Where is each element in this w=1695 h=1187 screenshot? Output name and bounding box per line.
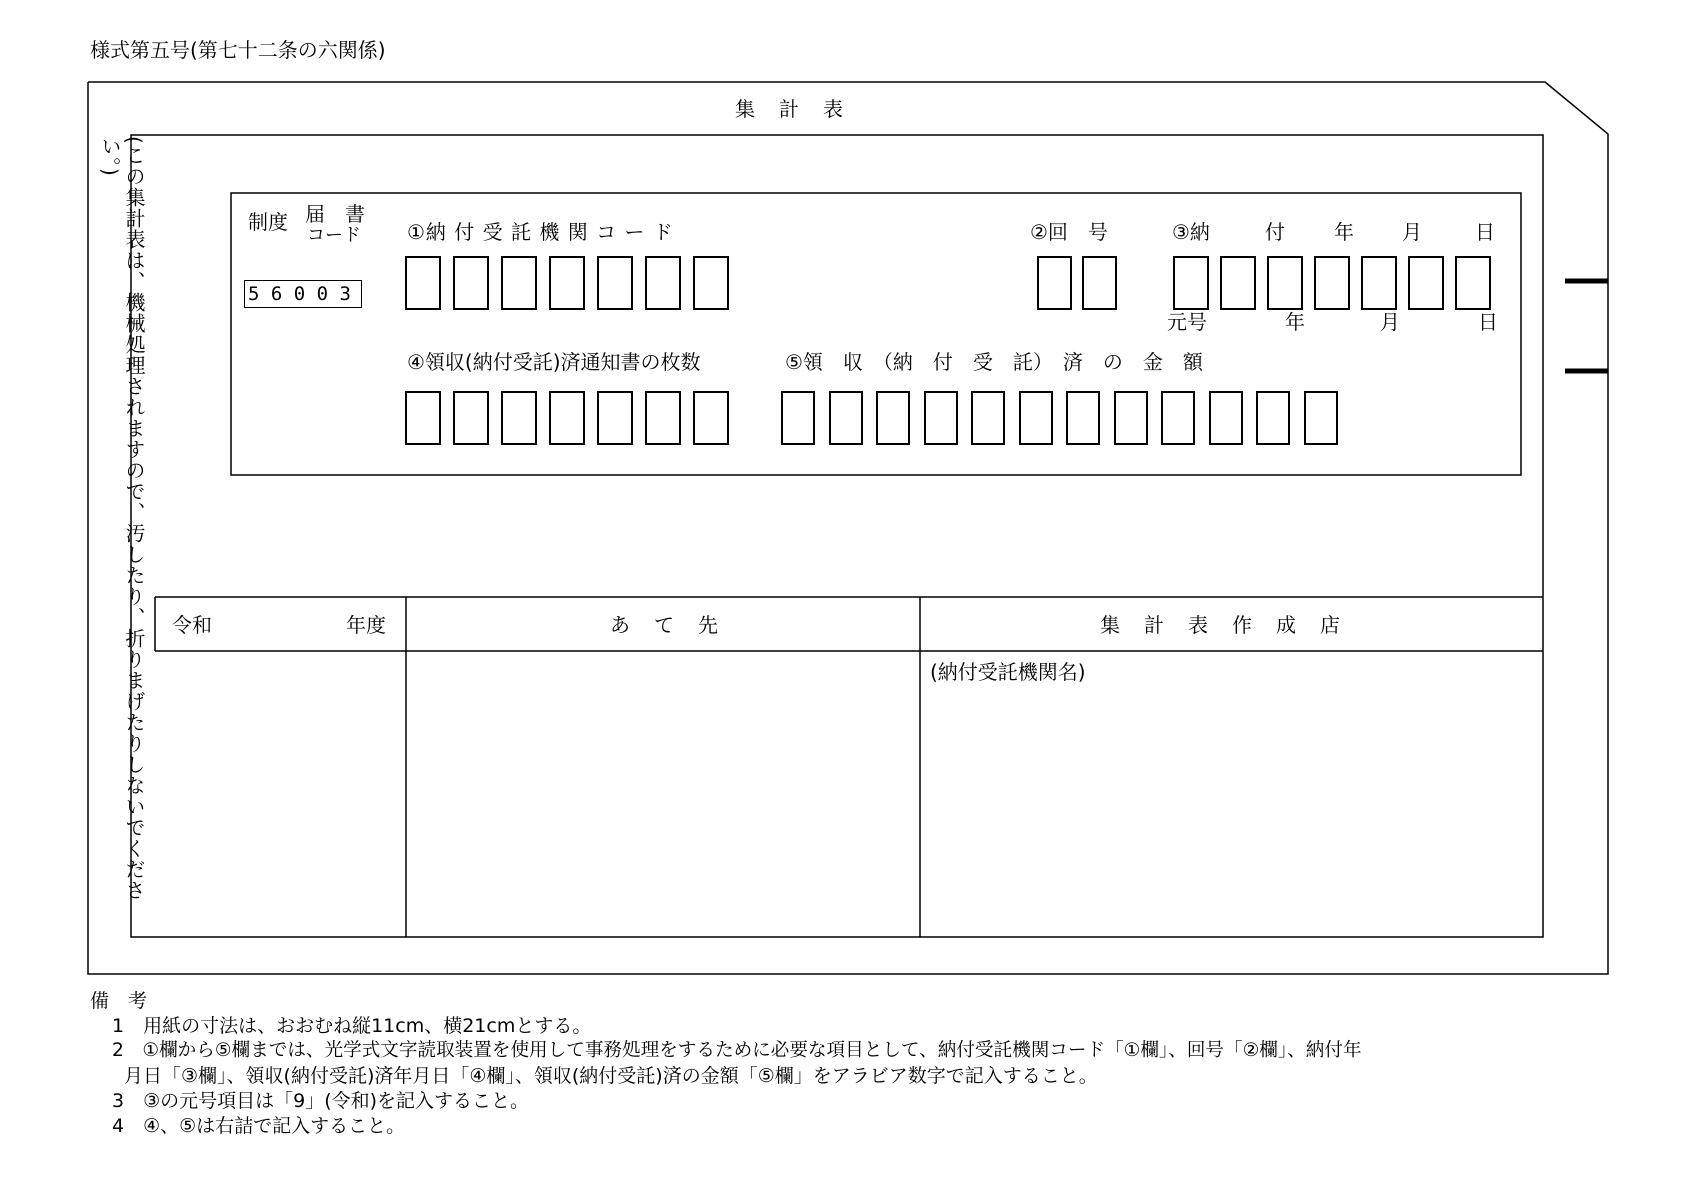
todokesho-label: 届 書 <box>305 202 365 226</box>
field4-digit-box[interactable] <box>405 391 441 445</box>
handling-note: (この集計表は、機械処理されますので、汚したり、折りまげたりしないでください。) <box>98 136 146 901</box>
field3-digit-box[interactable] <box>1408 256 1444 310</box>
field5-digit-box[interactable] <box>1209 391 1243 445</box>
field4-digit-box[interactable] <box>453 391 489 445</box>
field5-digit-box[interactable] <box>1256 391 1290 445</box>
field1-digit-box[interactable] <box>549 256 585 310</box>
field3-part-label: 日 <box>1475 220 1495 244</box>
field4-digit-box[interactable] <box>549 391 585 445</box>
field4-digit-box[interactable] <box>597 391 633 445</box>
card-title: 集 計 表 <box>735 97 845 121</box>
creator-header: 集 計 表 作 成 店 <box>1100 613 1342 637</box>
field1-digit-box[interactable] <box>645 256 681 310</box>
field5-digit-box[interactable] <box>1066 391 1100 445</box>
field3-digit-box[interactable] <box>1455 256 1491 310</box>
field1-digit-box[interactable] <box>405 256 441 310</box>
field5-digit-box[interactable] <box>781 391 815 445</box>
field1-digit-box[interactable] <box>501 256 537 310</box>
field5-digit-box[interactable] <box>924 391 958 445</box>
field3-digit-box[interactable] <box>1173 256 1209 310</box>
field1-digit-box[interactable] <box>597 256 633 310</box>
field1-label: ①納 付 受 託 機 関 コ ー ド <box>407 220 674 244</box>
field3-under-label: 月 <box>1380 310 1400 334</box>
field3-digit-box[interactable] <box>1267 256 1303 310</box>
field5-label: ⑤領 収 （納 付 受 託） 済 の 金 額 <box>785 350 1203 374</box>
field3-under-label: 日 <box>1478 310 1498 334</box>
field5-digit-box[interactable] <box>829 391 863 445</box>
code-label: コード <box>307 225 361 246</box>
field3-digit-box[interactable] <box>1220 256 1256 310</box>
remark-item: 2 ①欄から⑤欄までは、光学式文字読取装置を使用して事務処理をするために必要な項目として、納付受託機関コード「①欄」、回号「②欄」、納付年 <box>112 1040 1362 1061</box>
field3-under-label: 元号 <box>1167 310 1207 334</box>
remarks-heading: 備 考 <box>90 990 148 1012</box>
era-label: 令和 <box>172 613 212 637</box>
field3-prefix: ③納 <box>1172 220 1210 244</box>
seido-label: 制度 <box>248 210 288 234</box>
field4-digit-box[interactable] <box>693 391 729 445</box>
field5-digit-box[interactable] <box>1161 391 1195 445</box>
field3-part-label: 付 <box>1265 220 1285 244</box>
fiscal-year-label: 年度 <box>346 613 386 637</box>
form-number-title: 様式第五号(第七十二条の六関係) <box>90 38 386 62</box>
field3-part-label: 月 <box>1402 220 1422 244</box>
field5-digit-box[interactable] <box>1019 391 1053 445</box>
field4-digit-box[interactable] <box>645 391 681 445</box>
field3-part-label: 年 <box>1334 220 1354 244</box>
field4-label: ④領収(納付受託)済通知書の枚数 <box>407 350 701 374</box>
field1-digit-box[interactable] <box>453 256 489 310</box>
remark-item: 1 用紙の寸法は、おおむね縦11cm、横21cmとする。 <box>112 1015 592 1037</box>
field5-digit-box[interactable] <box>971 391 1005 445</box>
field3-digit-box[interactable] <box>1314 256 1350 310</box>
field2-label: ②回 号 <box>1030 220 1108 244</box>
field3-digit-box[interactable] <box>1361 256 1397 310</box>
field1-digit-box[interactable] <box>693 256 729 310</box>
field5-digit-box[interactable] <box>1304 391 1338 445</box>
field3-under-label: 年 <box>1285 310 1305 334</box>
creator-subtitle: (納付受託機関名) <box>930 660 1086 684</box>
remark-item: 3 ③の元号項目は「9」(令和)を記入すること。 <box>112 1090 530 1112</box>
field5-digit-box[interactable] <box>876 391 910 445</box>
remark-item: 4 ④、⑤は右詰で記入すること。 <box>112 1115 406 1137</box>
field2-digit-box[interactable] <box>1082 256 1117 310</box>
field5-digit-box[interactable] <box>1114 391 1148 445</box>
field4-digit-box[interactable] <box>501 391 537 445</box>
todokesho-code-value: 5 6 0 0 3 <box>244 280 362 308</box>
field2-digit-box[interactable] <box>1037 256 1072 310</box>
destination-header: あ て 先 <box>610 613 720 637</box>
remark-item: 月日「③欄」、領収(納付受託)済年月日「④欄」、領収(納付受託)済の金額「⑤欄」をアラビア数字で記入すること。 <box>124 1065 1098 1087</box>
